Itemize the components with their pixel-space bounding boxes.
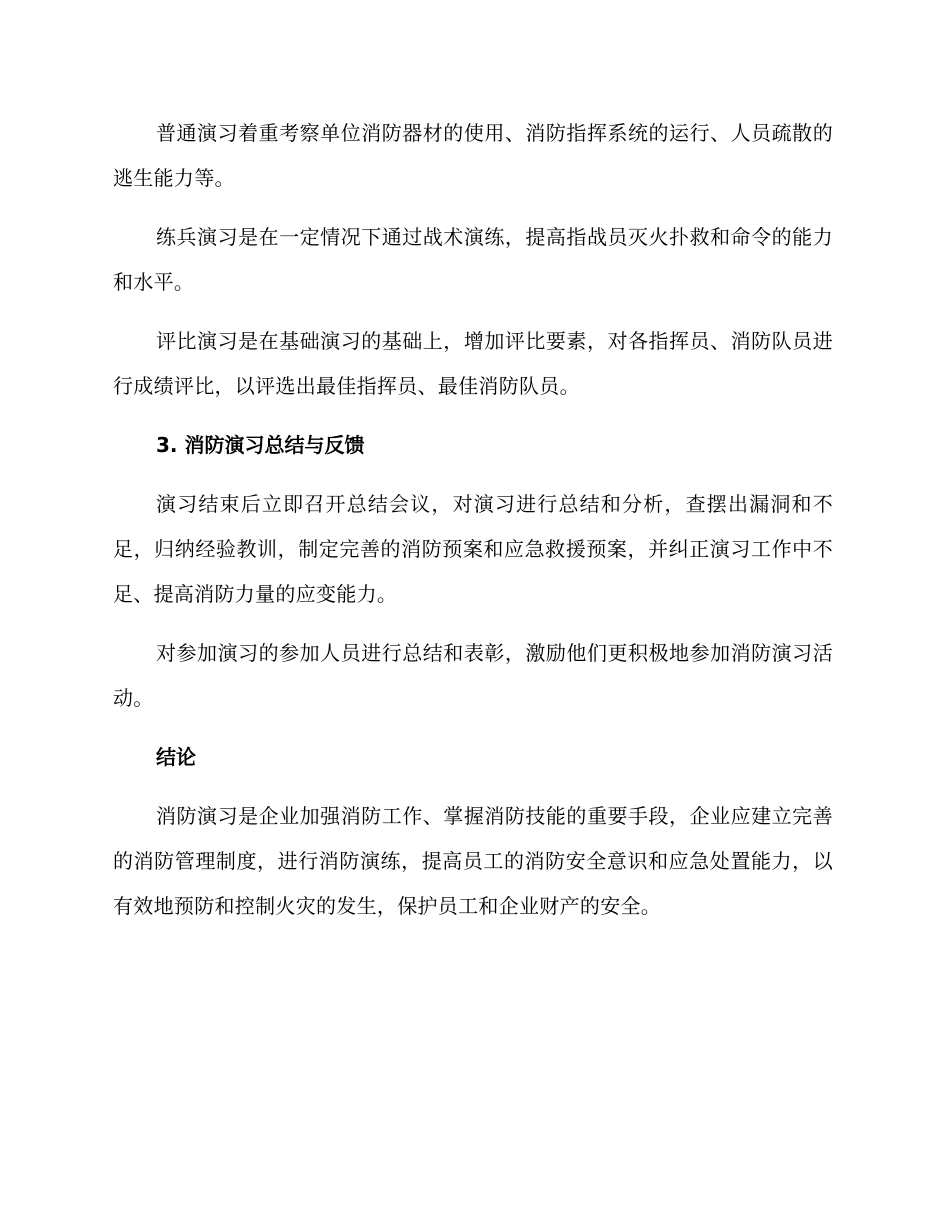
section-heading-conclusion: 结论 [156,745,196,769]
paragraph-commendation: 对参加演习的参加人员进行总结和表彰，激励他们更积极地参加消防演习活动。 [113,641,833,710]
paragraph-summary-meeting: 演习结束后立即召开总结会议，对演习进行总结和分析，查摆出漏洞和不足，归纳经验教训，制定完善的消防预案和应急救援预案，并纠正演习工作中不足、提高消防力量的应变能力。 [113,492,833,606]
paragraph-training-drill: 练兵演习是在一定情况下通过战术演练，提高指战员灭火扑救和命令的能力和水平。 [113,225,833,294]
paragraph-evaluation-drill: 评比演习是在基础演习的基础上，增加评比要素，对各指挥员、消防队员进行成绩评比，以评选出最佳指挥员、最佳消防队员。 [113,329,833,398]
paragraph-conclusion: 消防演习是企业加强消防工作、掌握消防技能的重要手段，企业应建立完善的消防管理制度，进行消防演练，提高员工的消防安全意识和应急处置能力，以有效地预防和控制火灾的发生，保护员工和企业财产的安全。 [113,804,833,918]
paragraph-regular-drill: 普通演习着重考察单位消防器材的使用、消防指挥系统的运行、人员疏散的逃生能力等。 [113,121,833,190]
document-body [113,111,833,943]
section-heading-summary-feedback: 3. 消防演习总结与反馈 [156,433,365,457]
